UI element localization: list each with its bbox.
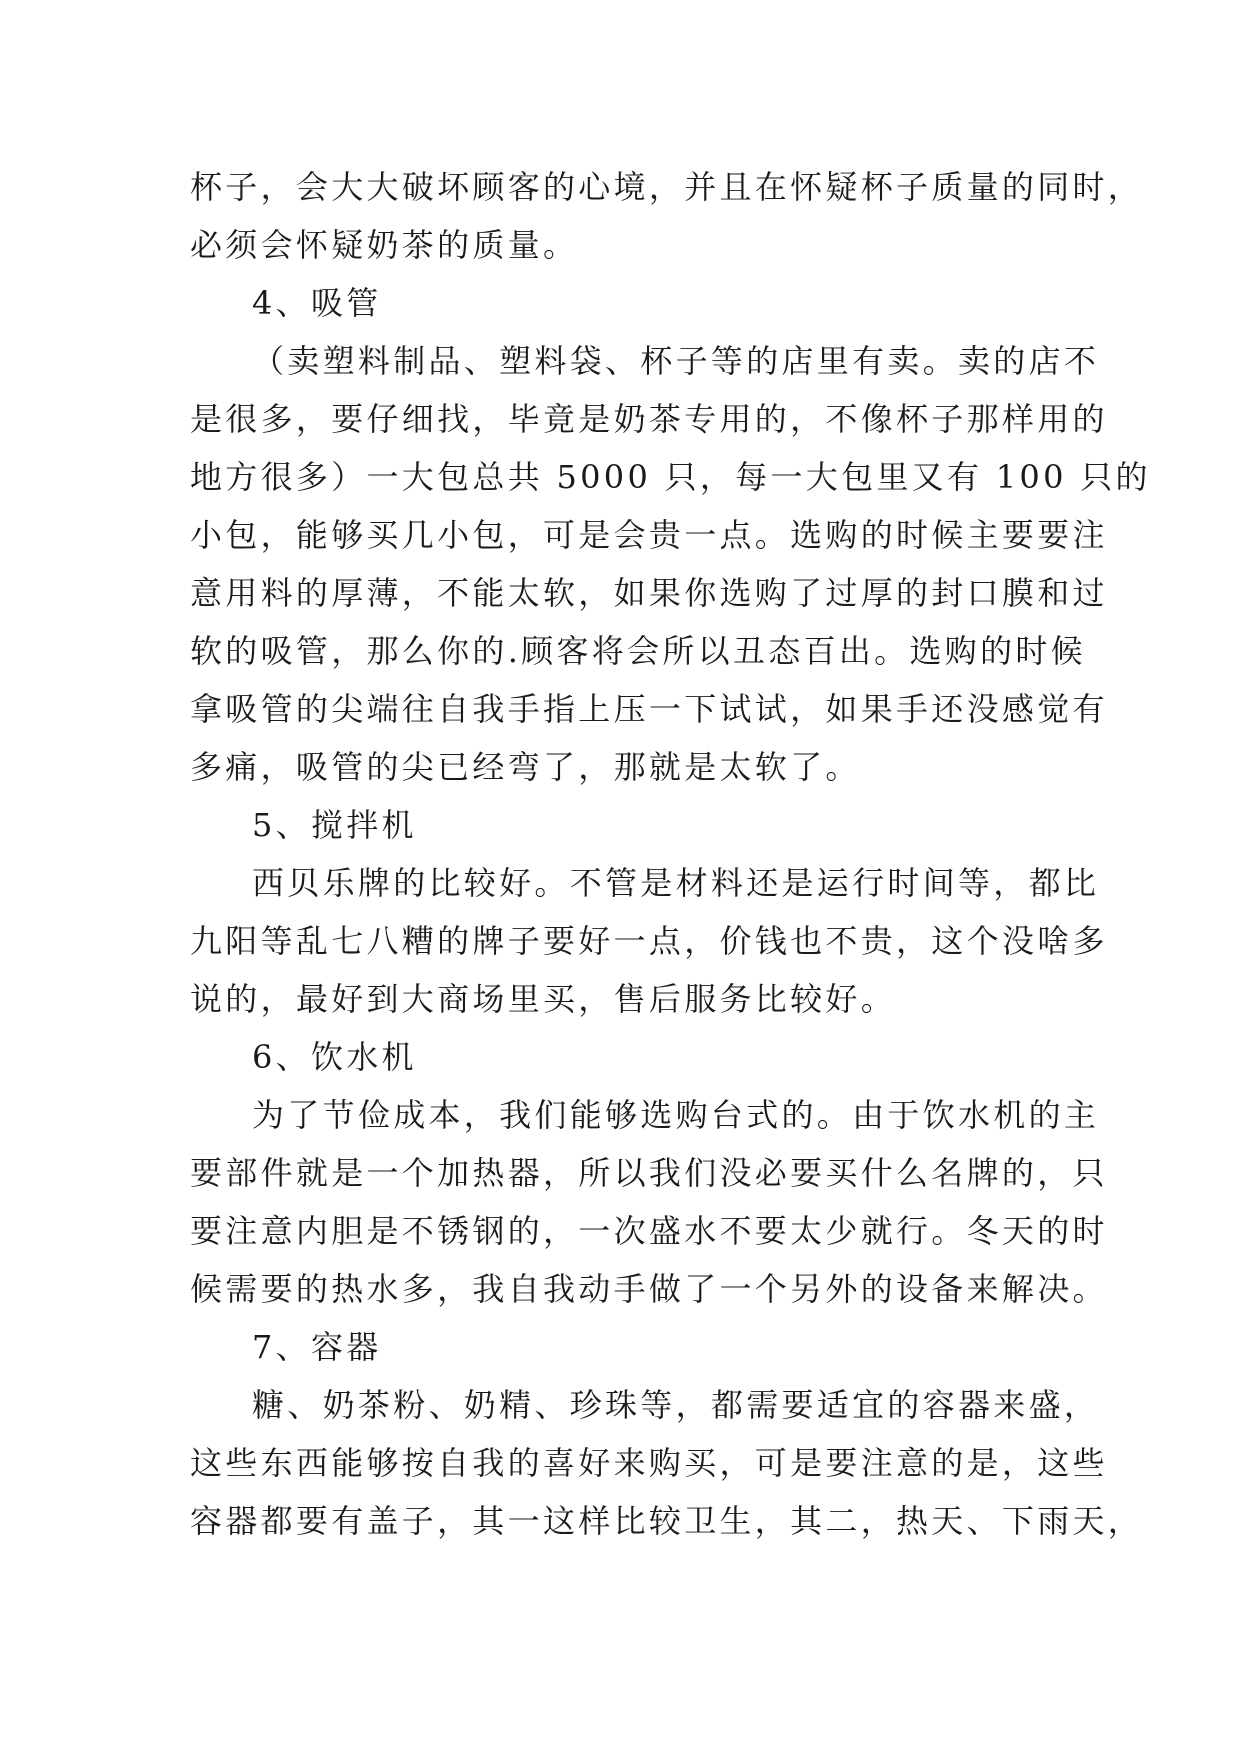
- section-heading-straw: 4、吸管: [252, 284, 382, 322]
- paragraph-line: 意用料的厚薄，不能太软，如果你选购了过厚的封口膜和过: [190, 574, 1108, 612]
- paragraph-line: 要注意内胆是不锈钢的，一次盛水不要太少就行。冬天的时: [190, 1212, 1108, 1250]
- paragraph-line: 拿吸管的尖端往自我手指上压一下试试，如果手还没感觉有: [190, 690, 1108, 728]
- paragraph-line: 说的，最好到大商场里买，售后服务比较好。: [190, 980, 897, 1018]
- paragraph-line: 容器都要有盖子，其一这样比较卫生，其二，热天、下雨天，: [190, 1502, 1144, 1540]
- paragraph-line: 杯子，会大大破坏顾客的心境，并且在怀疑杯子质量的同时，: [190, 168, 1144, 206]
- paragraph-line: 为了节俭成本，我们能够选购台式的。由于饮水机的主: [252, 1096, 1100, 1134]
- paragraph-line: 糖、奶茶粉、奶精、珍珠等，都需要适宜的容器来盛，: [252, 1386, 1100, 1424]
- paragraph-line: 是很多，要仔细找，毕竟是奶茶专用的，不像杯子那样用的: [190, 400, 1108, 438]
- paragraph-line: 西贝乐牌的比较好。不管是材料还是运行时间等，都比: [252, 864, 1100, 902]
- paragraph-line: 这些东西能够按自我的喜好来购买，可是要注意的是，这些: [190, 1444, 1108, 1482]
- paragraph-line: 多痛，吸管的尖已经弯了，那就是太软了。: [190, 748, 861, 786]
- paragraph-line: 地方很多）一大包总共 5000 只，每一大包里又有 100 只的: [190, 458, 1151, 496]
- section-heading-water-dispenser: 6、饮水机: [252, 1038, 417, 1076]
- paragraph-line: 软的吸管，那么你的.顾客将会所以丑态百出。选购的时候: [190, 632, 1086, 670]
- section-heading-blender: 5、搅拌机: [252, 806, 417, 844]
- paragraph-line: 必须会怀疑奶茶的质量。: [190, 226, 579, 264]
- paragraph-line: 候需要的热水多，我自我动手做了一个另外的设备来解决。: [190, 1270, 1108, 1308]
- paragraph-line: （卖塑料制品、塑料袋、杯子等的店里有卖。卖的店不: [252, 342, 1100, 380]
- section-heading-containers: 7、容器: [252, 1328, 382, 1366]
- paragraph-line: 要部件就是一个加热器，所以我们没必要买什么名牌的，只: [190, 1154, 1108, 1192]
- paragraph-line: 九阳等乱七八糟的牌子要好一点，价钱也不贵，这个没啥多: [190, 922, 1108, 960]
- document-page: [190, 158, 1151, 1550]
- paragraph-line: 小包，能够买几小包，可是会贵一点。选购的时候主要要注: [190, 516, 1108, 554]
